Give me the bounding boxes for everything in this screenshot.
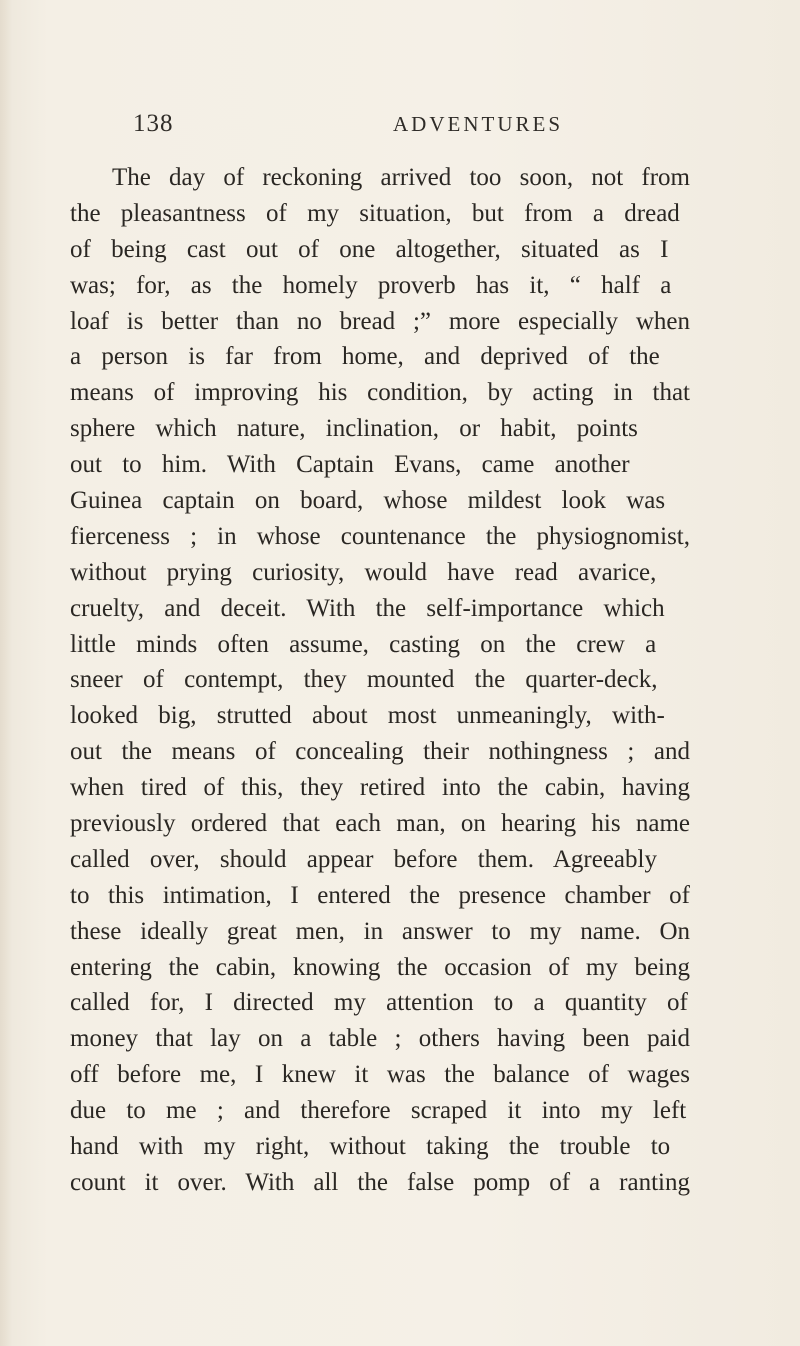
text-line: cruelty, and deceit. With the self-importance which xyxy=(70,594,665,622)
text-line: The day of reckoning arrived too soon, not from xyxy=(112,164,690,191)
text-line: fierceness ; in whose countenance the physiognomist, xyxy=(70,522,690,550)
text-line: out to him. With Captain Evans, came another xyxy=(70,451,630,479)
text-line: count it over. With all the false pomp of a ranting xyxy=(70,1168,690,1196)
text-line: was; for, as the homely proverb has it, “ half a xyxy=(70,271,672,299)
text-line: entering the cabin, knowing the occasion of my being xyxy=(70,953,690,981)
text-line: due to me ; and therefore scraped it into my left xyxy=(70,1097,687,1125)
text-line: these ideally great men, in answer to my name. On xyxy=(70,917,690,945)
text-line: out the means of concealing their nothingness ; and xyxy=(70,738,690,766)
text-line: little minds often assume, casting on the crew a xyxy=(70,630,657,658)
text-line: looked big, strutted about most unmeaningly, with- xyxy=(70,702,665,730)
text-line: sneer of contempt, they mounted the quarter-deck, xyxy=(70,666,658,694)
body-text xyxy=(70,160,690,1201)
text-line: without prying curiosity, would have read avarice, xyxy=(70,558,657,586)
text-line: money that lay on a table ; others having been paid xyxy=(70,1025,690,1053)
text-line: loaf is better than no bread ;” more especially when xyxy=(70,307,690,335)
text-line: the pleasantness of my situation, but from a dread xyxy=(70,199,680,227)
running-head xyxy=(0,110,800,146)
text-line: called over, should appear before them. Agreeably xyxy=(70,845,657,873)
text-line: sphere which nature, inclination, or habit, points xyxy=(70,415,638,443)
text-line: Guinea captain on board, whose mildest look was xyxy=(70,487,666,515)
page-number: 138 xyxy=(133,110,174,137)
page-gutter-shadow xyxy=(0,0,12,1346)
text-line: called for, I directed my attention to a quantity of xyxy=(70,989,688,1017)
text-line: off before me, I knew it was the balance of wages xyxy=(70,1061,690,1089)
text-line: of being cast out of one altogether, situated as I xyxy=(70,235,669,263)
text-line: previously ordered that each man, on hearing his name xyxy=(70,810,690,838)
text-line: hand with my right, without taking the trouble to xyxy=(70,1133,671,1161)
text-line: a person is far from home, and deprived of the xyxy=(70,343,660,371)
running-title: ADVENTURES xyxy=(393,112,563,136)
text-line: when tired of this, they retired into the cabin, having xyxy=(70,774,690,802)
text-line: means of improving his condition, by acting in that xyxy=(70,379,690,407)
text-line: to this intimation, I entered the presence chamber of xyxy=(70,881,690,909)
